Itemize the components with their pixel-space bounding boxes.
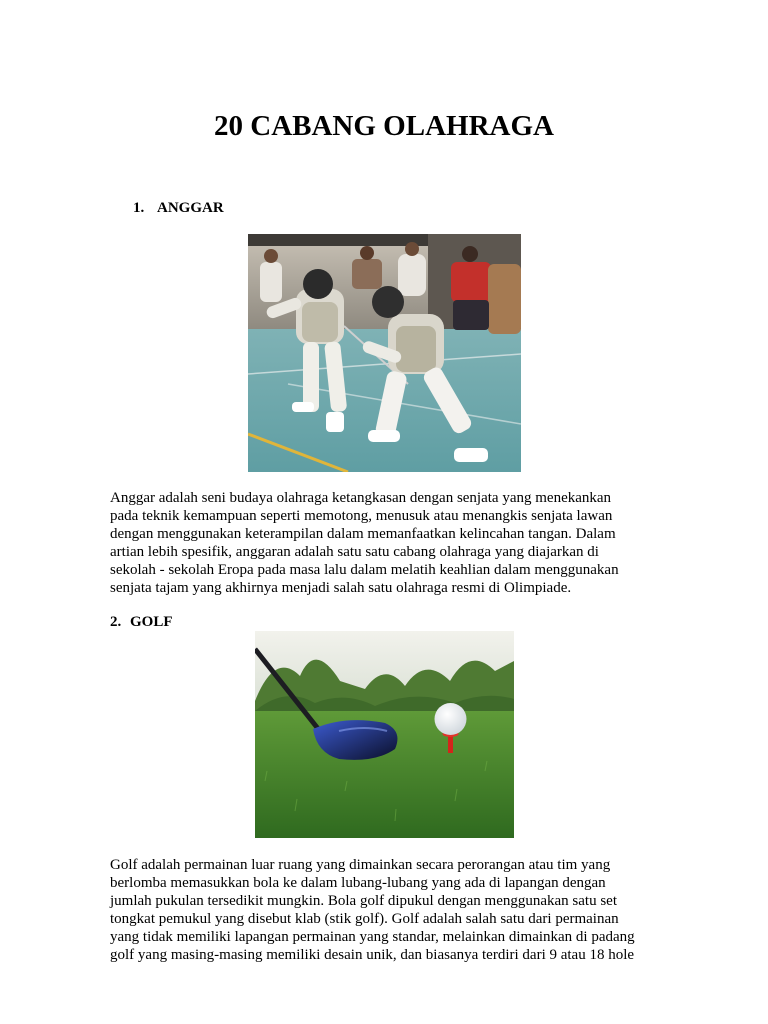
text-line: tongkat pemukul yang disebut klab (stik golf). Golf adalah salah satu dari permainan: [110, 911, 619, 927]
text-line: yang tidak memiliki lapangan permainan yang standar, melainkan dimainkan di padang: [110, 929, 635, 945]
section-number: 1.: [133, 200, 145, 216]
paragraph-golf: [110, 856, 670, 964]
section-title: GOLF: [130, 614, 173, 630]
text-line: dengan menggunakan keterampilan dalam memanfaatkan kelincahan tangan. Dalam: [110, 526, 616, 542]
text-line: golf yang masing-masing memiliki desain unik, dan biasanya terdiri dari 9 atau 18 hole: [110, 947, 635, 963]
section-heading-golf: [110, 614, 173, 631]
text-line: artian lebih spesifik, anggaran adalah satu satu cabang olahraga yang diajarkan di: [110, 544, 599, 560]
page-title: 20 CABANG OLAHRAGA: [214, 110, 554, 142]
text-line: Anggar adalah seni budaya olahraga ketangkasan dengan senjata yang menekankan: [110, 490, 612, 506]
text-line: senjata tajam yang akhirnya menjadi salah satu olahraga resmi di Olimpiade.: [110, 580, 572, 596]
text-line: Golf adalah permainan luar ruang yang dimainkan secara perorangan atau tim yang: [110, 857, 611, 873]
text-line: sekolah - sekolah Eropa pada masa lalu dalam melatih keahlian dalam menggunakan: [110, 562, 619, 578]
section-title: ANGGAR: [157, 200, 224, 216]
paragraph-anggar: [110, 489, 670, 597]
golf-photo: [255, 631, 514, 838]
section-number: 2.: [110, 614, 122, 630]
fencing-photo: [248, 234, 521, 472]
section-heading-anggar: [133, 200, 224, 217]
text-line: jumlah pukulan tersedikit mungkin. Bola golf dipukul dengan menggunakan satu set: [110, 893, 617, 909]
text-line: pada teknik kemampuan seperti memotong, menusuk atau menangkis senjata lawan: [110, 508, 613, 524]
text-line: berlomba memasukkan bola ke dalam lubang-lubang yang ada di lapangan dengan: [110, 875, 606, 891]
